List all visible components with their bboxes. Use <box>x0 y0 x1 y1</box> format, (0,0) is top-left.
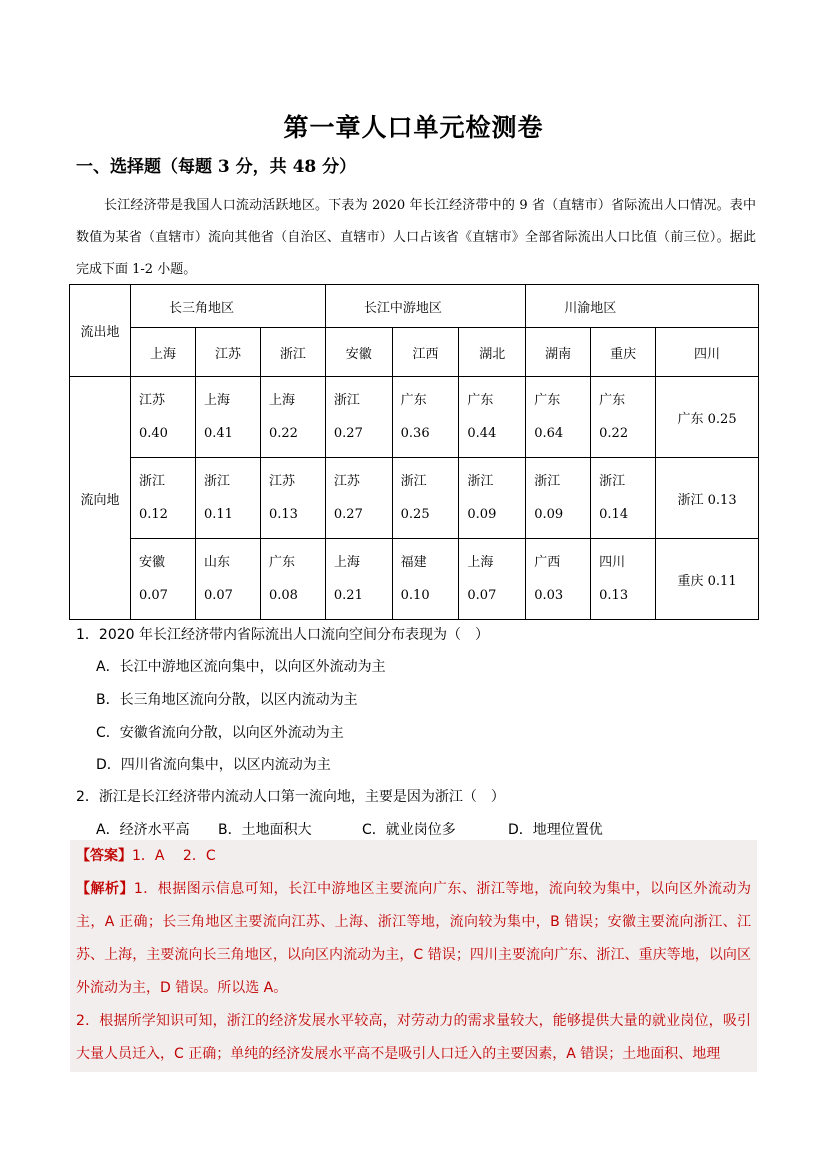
table-cell: 广东 0.36 <box>392 377 459 458</box>
question-2-option-d: D．地理位置优 <box>508 822 603 838</box>
table-cell: 江苏 0.40 <box>131 377 196 458</box>
table-cell: 浙江 0.27 <box>325 377 392 458</box>
answer-label: 【答案】 <box>76 848 132 864</box>
question-1-option-d: D．四川省流向集中，以区内流动为主 <box>96 757 331 773</box>
table-cell: 四川 0.13 <box>591 539 656 620</box>
analysis-paragraph-1 <box>70 873 757 1005</box>
question-1-option-a: A．长江中游地区流向集中，以向区外流动为主 <box>96 659 386 675</box>
table-cell: 山东 0.07 <box>195 539 260 620</box>
question-2-option-a: A．经济水平高 <box>96 822 190 838</box>
region-middle-yangtze: 长江中游地区 <box>325 285 525 328</box>
question-1-stem: 1．2020 年长江经济带内省际流出人口流向空间分布表现为（ ） <box>76 627 489 643</box>
analysis-text-1: 1．根据图示信息可知，长江中游地区主要流向广东、浙江等地，流向较为集中，以向区外流动为主，A 正确；长三角地区主要流向江苏、上海、浙江等地，流向较为集中，B 错误；安徽主要流向浙江、江苏、上海，主要流向长三角地区，以向区内流动为主，C 错误；四川主要流向广东、浙江、重庆等地，以向区外流动为主，D 错误。所以选 A。 <box>76 881 751 996</box>
table-cell: 江苏 0.27 <box>325 458 392 539</box>
intro-paragraph: 长江经济带是我国人口流动活跃地区。下表为 2020 年长江经济带中的 9 省（直辖市）省际流出人口情况。表中数值为某省（直辖市）流向其他省（自治区、直辖市）人口占该省《直辖市》全部省际流出人口比值（前三位）。据此完成下面 1-2 小题。 <box>76 198 756 277</box>
province-header: 江西 <box>392 328 459 377</box>
table-cell: 江苏 0.13 <box>260 458 325 539</box>
page-title: 第一章人口单元检测卷 <box>283 113 544 142</box>
region-yangtze-delta: 长三角地区 <box>131 285 326 328</box>
region-sichuan-chongqing: 川渝地区 <box>526 285 759 328</box>
inflow-header: 流向地 <box>70 377 131 620</box>
answer-text: 1．A 2．C <box>132 848 216 864</box>
answer-line <box>70 840 757 873</box>
table-cell: 福建 0.10 <box>392 539 459 620</box>
table-cell: 广东 0.08 <box>260 539 325 620</box>
table-cell: 上海 0.07 <box>459 539 526 620</box>
analysis-label: 【解析】 <box>76 881 134 897</box>
province-header: 湖北 <box>459 328 526 377</box>
table-cell: 浙江 0.09 <box>526 458 591 539</box>
answer-box <box>70 840 757 1072</box>
table-cell-sichuan: 浙江 0.13 <box>656 458 759 539</box>
table-cell: 广东 0.64 <box>526 377 591 458</box>
province-header: 湖南 <box>526 328 591 377</box>
analysis-paragraph-2: 2．根据所学知识可知，浙江的经济发展水平较高，对劳动力的需求量较大，能够提供大量的就业岗位，吸引大量人员迁入，C 正确；单纯的经济发展水平高不是吸引人口迁入的主要因素，A 错误；土地面积、地理 <box>76 1013 751 1062</box>
question-1-option-b: B．长三角地区流向分散，以区内流动为主 <box>96 692 358 708</box>
section-heading: 一、选择题（每题 3 分，共 48 分） <box>76 157 357 177</box>
table-cell: 浙江 0.14 <box>591 458 656 539</box>
table-cell: 上海 0.41 <box>195 377 260 458</box>
table-cell: 浙江 0.12 <box>131 458 196 539</box>
table-cell-sichuan: 广东 0.25 <box>656 377 759 458</box>
outflow-header: 流出地 <box>70 285 131 377</box>
table-cell: 广东 0.44 <box>459 377 526 458</box>
question-2-option-c: C．就业岗位多 <box>362 822 456 838</box>
table-cell: 安徽 0.07 <box>131 539 196 620</box>
province-header: 四川 <box>656 328 759 377</box>
question-1-option-c: C．安徽省流向分散，以向区外流动为主 <box>96 725 344 741</box>
question-2-option-b: B．土地面积大 <box>218 822 312 838</box>
table-cell: 浙江 0.25 <box>392 458 459 539</box>
table-cell-sichuan: 重庆 0.11 <box>656 539 759 620</box>
table-cell: 上海 0.22 <box>260 377 325 458</box>
table-cell: 广西 0.03 <box>526 539 591 620</box>
province-header: 浙江 <box>260 328 325 377</box>
province-header: 重庆 <box>591 328 656 377</box>
table-cell: 上海 0.21 <box>325 539 392 620</box>
table-cell: 浙江 0.09 <box>459 458 526 539</box>
table-cell: 广东 0.22 <box>591 377 656 458</box>
province-header: 安徽 <box>325 328 392 377</box>
population-flow-table <box>69 284 759 620</box>
province-header: 上海 <box>131 328 196 377</box>
question-2-stem: 2．浙江是长江经济带内流动人口第一流向地，主要是因为浙江（ ） <box>76 789 505 805</box>
table-cell: 浙江 0.11 <box>195 458 260 539</box>
province-header: 江苏 <box>195 328 260 377</box>
